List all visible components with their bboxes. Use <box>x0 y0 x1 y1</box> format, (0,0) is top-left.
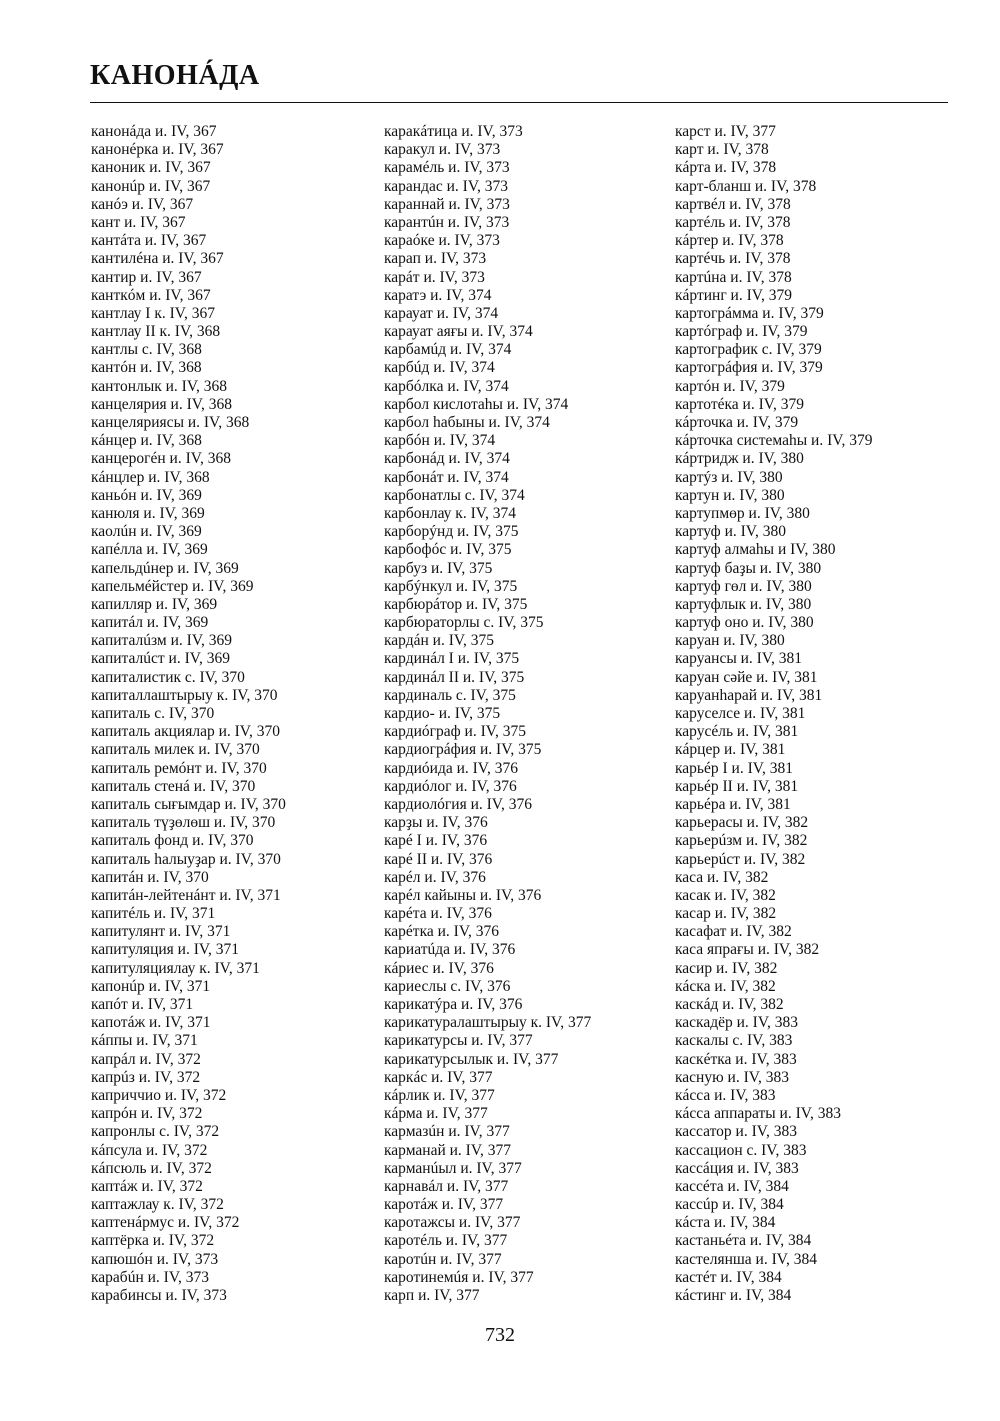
index-entry: кáсса аппараты и. IV, 383 <box>675 1105 841 1123</box>
index-entry: капрúз и. IV, 372 <box>91 1068 201 1086</box>
index-entry: кáска и. IV, 382 <box>675 977 776 995</box>
index-entry: капиталь фонд и. IV, 370 <box>91 832 254 850</box>
index-entry: кардиогрáфия и. IV, 375 <box>384 741 542 759</box>
index-entry: кáста и. IV, 384 <box>675 1214 776 1232</box>
index-entry: каприччио и. IV, 372 <box>91 1086 227 1104</box>
index-entry: капитéль и. IV, 371 <box>91 905 216 923</box>
index-entry: капиталь милек и. IV, 370 <box>91 741 260 759</box>
index-entry: каптажлау к. IV, 372 <box>91 1196 224 1214</box>
index-entry: кардиóида и. IV, 376 <box>384 759 518 777</box>
index-entry: карбýнкул и. IV, 375 <box>384 577 518 595</box>
index-entry: касир и. IV, 382 <box>675 959 778 977</box>
index-entry: кант и. IV, 367 <box>91 213 186 231</box>
index-entry: капитуляция и. IV, 371 <box>91 941 240 959</box>
index-entry: касак и. IV, 382 <box>675 886 776 904</box>
index-entry: карé II и. IV, 376 <box>384 850 493 868</box>
index-entry: кáртинг и. IV, 379 <box>675 286 792 304</box>
index-entry: кáрта и. IV, 378 <box>675 159 777 177</box>
index-entry: капиталúзм и. IV, 369 <box>91 632 233 650</box>
index-entry: канцеляриясы и. IV, 368 <box>91 414 250 431</box>
index-entry: картéль и. IV, 378 <box>675 213 791 231</box>
index-entry: карбúд и. IV, 374 <box>384 359 495 377</box>
index-entry: карéтка и. IV, 376 <box>384 923 500 941</box>
index-entry: кантлау I к. IV, 367 <box>91 304 215 322</box>
index-entry: каолúн и. IV, 369 <box>91 523 202 541</box>
index-entry: картýз и. IV, 380 <box>675 468 783 486</box>
page-title: КАНОНÁДА <box>90 60 260 91</box>
index-entry: каньóн и. IV, 369 <box>91 486 202 504</box>
index-entry: канонéрка и. IV, 367 <box>91 141 224 159</box>
index-entry: карбонáд и. IV, 374 <box>384 450 510 468</box>
dictionary-index <box>0 123 1000 1313</box>
index-entry: карьерúзм и. IV, 382 <box>675 832 808 850</box>
index-entry: карманúыл и. IV, 377 <box>384 1159 522 1177</box>
index-entry: капиталлаштырыу к. IV, 370 <box>91 686 278 704</box>
index-entry: картóграф и. IV, 379 <box>675 323 808 341</box>
index-entry: капиталь ремóнт и. IV, 370 <box>91 759 267 777</box>
index-entry: карбонатлы с. IV, 374 <box>384 486 525 504</box>
index-entry: капиталúст и. IV, 369 <box>91 650 230 668</box>
index-entry: караннай и. IV, 373 <box>384 195 510 213</box>
index-entry: капрáл и. IV, 372 <box>91 1050 201 1068</box>
index-entry: капитуляциялау к. IV, 371 <box>91 959 260 977</box>
index-entry: кардиóлог и. IV, 376 <box>384 777 517 795</box>
index-entry: каноник и. IV, 367 <box>91 159 211 177</box>
index-entry: каптенáрмус и. IV, 372 <box>91 1214 240 1232</box>
index-entry: кáнцер и. IV, 368 <box>91 432 202 450</box>
index-entry: капюшóн и. IV, 373 <box>91 1250 219 1268</box>
index-entry: кáрточка системаһы и. IV, 379 <box>675 432 873 450</box>
index-entry: кастелянша и. IV, 384 <box>675 1250 817 1268</box>
index-entry: касар и. IV, 382 <box>675 905 777 923</box>
index-entry: картúна и. IV, 378 <box>675 268 792 286</box>
index-entry: каротажсы и. IV, 377 <box>384 1214 521 1232</box>
index-entry: капонúр и. IV, 371 <box>91 977 211 995</box>
index-entry: капиталь с. IV, 370 <box>91 705 215 722</box>
index-entry: карикатýра и. IV, 376 <box>384 996 523 1013</box>
index-entry: капéлла и. IV, 369 <box>91 541 208 559</box>
index-entry: канцерогéн и. IV, 368 <box>91 450 231 468</box>
index-entry: кантáта и. IV, 367 <box>91 232 207 250</box>
index-entry: картуф оно и. IV, 380 <box>675 614 814 632</box>
index-entry: карманай и. IV, 377 <box>384 1141 512 1159</box>
index-entry: карп и. IV, 377 <box>384 1287 480 1304</box>
index-entry: касную и. IV, 383 <box>675 1068 789 1086</box>
index-entry: кантлы с. IV, 368 <box>91 341 202 359</box>
index-entry: карҙы и. IV, 376 <box>384 814 488 832</box>
page-number: 732 <box>485 1324 515 1346</box>
index-entry: карнавáл и. IV, 377 <box>384 1177 509 1195</box>
index-entry: карауат аяғы и. IV, 374 <box>384 323 533 341</box>
index-entry: канонúр и. IV, 367 <box>91 177 211 195</box>
index-entry: карт-бланш и. IV, 378 <box>675 177 817 195</box>
index-entry: капиталь түҙөлөш и. IV, 370 <box>91 814 276 832</box>
index-entry: кантир и. IV, 367 <box>91 268 202 286</box>
index-entry: кантилéна и. IV, 367 <box>91 250 224 268</box>
index-entry: каруанһарай и. IV, 381 <box>675 686 823 704</box>
index-entry: каротинемúя и. IV, 377 <box>384 1268 534 1286</box>
index-entry: кассацион с. IV, 383 <box>675 1141 807 1159</box>
index-entry: кáрцер и. IV, 381 <box>675 741 786 759</box>
index-entry: картографик с. IV, 379 <box>675 341 822 359</box>
index-entry: кастаньéта и. IV, 384 <box>675 1232 812 1250</box>
index-entry: карбóн и. IV, 374 <box>384 432 496 450</box>
index-entry: кариатúда и. IV, 376 <box>384 941 516 959</box>
index-entry: кáнцлер и. IV, 368 <box>91 468 210 486</box>
index-entry: карантúн и. IV, 373 <box>384 213 510 231</box>
index-entry: кардинáл II и. IV, 375 <box>384 668 525 686</box>
index-entry: карамéль и. IV, 373 <box>384 159 510 177</box>
index-entry: карьéр I и. IV, 381 <box>675 759 793 777</box>
index-entry: картуф и. IV, 380 <box>675 523 786 541</box>
index-entry: капиталь сығымдар и. IV, 370 <box>91 795 286 813</box>
index-entry: каруан и. IV, 380 <box>675 632 785 650</box>
index-entry: кáрма и. IV, 377 <box>384 1105 488 1123</box>
index-entry: кармазúн и. IV, 377 <box>384 1123 510 1141</box>
index-entry: карбуз и. IV, 375 <box>384 559 493 577</box>
index-entry: капельмéйстер и. IV, 369 <box>91 577 254 595</box>
index-entry: караóке и. IV, 373 <box>384 232 500 250</box>
index-entry: карé I и. IV, 376 <box>384 832 488 850</box>
header-rule <box>90 102 948 103</box>
index-entry: карборýнд и. IV, 375 <box>384 523 519 541</box>
index-entry: карикатуралаштырыу к. IV, 377 <box>384 1014 592 1032</box>
index-entry: капронлы с. IV, 372 <box>91 1123 220 1141</box>
index-entry: карбонлау к. IV, 374 <box>384 504 516 522</box>
index-entry: карабúн и. IV, 373 <box>91 1268 210 1286</box>
index-entry: каптёрка и. IV, 372 <box>91 1232 215 1250</box>
index-entry: карьерасы и. IV, 382 <box>675 814 809 832</box>
index-entry: канонáда и. IV, 367 <box>91 123 217 140</box>
index-column-3 <box>675 123 975 1305</box>
index-entry: карикатурсы и. IV, 377 <box>384 1032 533 1050</box>
index-entry: картун и. IV, 380 <box>675 486 785 504</box>
index-entry: капотáж и. IV, 371 <box>91 1014 211 1032</box>
index-entry: каракáтица и. IV, 373 <box>384 123 523 140</box>
index-entry: карьéр II и. IV, 381 <box>675 777 799 795</box>
index-entry: кантóн и. IV, 368 <box>91 359 202 377</box>
index-entry: кантлау II к. IV, 368 <box>91 323 221 341</box>
index-entry: каскéтка и. IV, 383 <box>675 1050 797 1068</box>
index-entry: капитáн-лейтенáнт и. IV, 371 <box>91 886 281 904</box>
index-entry: карьéра и. IV, 381 <box>675 795 791 813</box>
index-entry: кариеслы с. IV, 376 <box>384 977 511 995</box>
index-entry: капиталь акциялар и. IV, 370 <box>91 723 280 741</box>
index-entry: кассéта и. IV, 384 <box>675 1177 789 1195</box>
page-header <box>90 56 948 103</box>
index-entry: каротáж и. IV, 377 <box>384 1196 504 1214</box>
index-entry: картóн и. IV, 379 <box>675 377 785 395</box>
index-entry: карьерúст и. IV, 382 <box>675 850 806 868</box>
index-entry: каптáж и. IV, 372 <box>91 1177 203 1195</box>
index-entry: каратэ и. IV, 374 <box>384 286 492 304</box>
index-entry: картуф гөл и. IV, 380 <box>675 577 812 595</box>
index-entry: кардинáл I и. IV, 375 <box>384 650 520 668</box>
index-entry: картвéл и. IV, 378 <box>675 195 791 213</box>
index-entry: карикатурсылык и. IV, 377 <box>384 1050 559 1068</box>
index-entry: картуф алмаһы и IV, 380 <box>675 541 836 559</box>
index-entry: кáпсула и. IV, 372 <box>91 1141 208 1159</box>
index-entry: каскадёр и. IV, 383 <box>675 1014 799 1032</box>
index-entry: картуф баҙы и. IV, 380 <box>675 559 822 577</box>
index-entry: каруселсе и. IV, 381 <box>675 705 806 722</box>
index-entry: кантонлык и. IV, 368 <box>91 377 228 395</box>
index-entry: канюля и. IV, 369 <box>91 504 205 522</box>
index-entry: картогрáмма и. IV, 379 <box>675 304 824 322</box>
index-entry: кáрточка и. IV, 379 <box>675 414 799 431</box>
index-entry: каруансы и. IV, 381 <box>675 650 803 668</box>
index-entry: кассáция и. IV, 383 <box>675 1159 799 1177</box>
index-entry: капрóн и. IV, 372 <box>91 1105 203 1123</box>
index-entry: карт и. IV, 378 <box>675 141 769 159</box>
index-entry: картупмөр и. IV, 380 <box>675 504 810 522</box>
index-entry: каса и. IV, 382 <box>675 868 769 886</box>
index-entry: карбол кислотаһы и. IV, 374 <box>384 395 569 413</box>
index-entry: картуфлык и. IV, 380 <box>675 595 812 613</box>
index-entry: кáстинг и. IV, 384 <box>675 1287 792 1304</box>
index-entry: карбюраторлы с. IV, 375 <box>384 614 544 632</box>
index-entry: кáртридж и. IV, 380 <box>675 450 804 468</box>
index-entry: кáппы и. IV, 371 <box>91 1032 198 1050</box>
index-column-1 <box>91 123 391 1305</box>
index-entry: кáриес и. IV, 376 <box>384 959 494 977</box>
index-entry: картогрáфия и. IV, 379 <box>675 359 823 377</box>
index-entry: кардиолóгия и. IV, 376 <box>384 795 532 813</box>
index-entry: каркáс и. IV, 377 <box>384 1068 493 1086</box>
index-entry: карбóлка и. IV, 374 <box>384 377 509 395</box>
index-entry: капитáл и. IV, 369 <box>91 614 209 632</box>
index-entry: капóт и. IV, 371 <box>91 996 194 1013</box>
index-entry: касафат и. IV, 382 <box>675 923 792 941</box>
index-entry: кáртер и. IV, 378 <box>675 232 784 250</box>
index-entry: капилляр и. IV, 369 <box>91 595 218 613</box>
index-entry: капиталь һалыуҙар и. IV, 370 <box>91 850 281 868</box>
index-entry: кáрлик и. IV, 377 <box>384 1086 495 1104</box>
index-entry: картéчь и. IV, 378 <box>675 250 791 268</box>
index-entry: карбюрáтор и. IV, 375 <box>384 595 528 613</box>
index-entry: каруан сәйе и. IV, 381 <box>675 668 818 686</box>
index-entry: картотéка и. IV, 379 <box>675 395 804 413</box>
index-entry: канткóм и. IV, 367 <box>91 286 211 304</box>
index-entry: кардиналь с. IV, 375 <box>384 686 516 704</box>
index-entry: кáпсюль и. IV, 372 <box>91 1159 212 1177</box>
index-entry: каротúн и. IV, 377 <box>384 1250 502 1268</box>
index-entry: карбофóс и. IV, 375 <box>384 541 512 559</box>
index-entry: капельдúнер и. IV, 369 <box>91 559 239 577</box>
index-entry: кардиóграф и. IV, 375 <box>384 723 526 741</box>
index-entry: кáсса и. IV, 383 <box>675 1086 776 1104</box>
index-entry: канóэ и. IV, 367 <box>91 195 194 213</box>
index-entry: кастéт и. IV, 384 <box>675 1268 782 1286</box>
index-entry: каротéль и. IV, 377 <box>384 1232 508 1250</box>
index-entry: карауат и. IV, 374 <box>384 304 499 322</box>
index-entry: кардио- и. IV, 375 <box>384 705 501 722</box>
index-entry: карбонáт и. IV, 374 <box>384 468 509 486</box>
index-entry: капитулянт и. IV, 371 <box>91 923 231 941</box>
index-entry: каса япрағы и. IV, 382 <box>675 941 820 959</box>
index-entry: кардáн и. IV, 375 <box>384 632 495 650</box>
index-entry: карусéль и. IV, 381 <box>675 723 799 741</box>
index-entry: карéл кайыны и. IV, 376 <box>384 886 542 904</box>
index-entry: карéл и. IV, 376 <box>384 868 486 886</box>
index-entry: каскáд и. IV, 382 <box>675 996 784 1013</box>
index-entry: капиталистик с. IV, 370 <box>91 668 245 686</box>
index-entry: карап и. IV, 373 <box>384 250 487 268</box>
index-entry: канцелярия и. IV, 368 <box>91 395 232 413</box>
index-entry: карст и. IV, 377 <box>675 123 776 140</box>
index-column-2 <box>384 123 674 1305</box>
index-entry: кассатор и. IV, 383 <box>675 1123 797 1141</box>
index-entry: карбол һабыны и. IV, 374 <box>384 414 550 431</box>
index-entry: каскалы с. IV, 383 <box>675 1032 793 1050</box>
index-entry: кассúр и. IV, 384 <box>675 1196 784 1214</box>
index-entry: карáт и. IV, 373 <box>384 268 485 286</box>
index-entry: карабинсы и. IV, 373 <box>91 1287 227 1304</box>
index-entry: карбамúд и. IV, 374 <box>384 341 512 359</box>
index-entry: каракул и. IV, 373 <box>384 141 501 159</box>
index-entry: капиталь стенá и. IV, 370 <box>91 777 256 795</box>
index-entry: карандас и. IV, 373 <box>384 177 509 195</box>
index-entry: карéта и. IV, 376 <box>384 905 492 923</box>
index-entry: капитáн и. IV, 370 <box>91 868 209 886</box>
